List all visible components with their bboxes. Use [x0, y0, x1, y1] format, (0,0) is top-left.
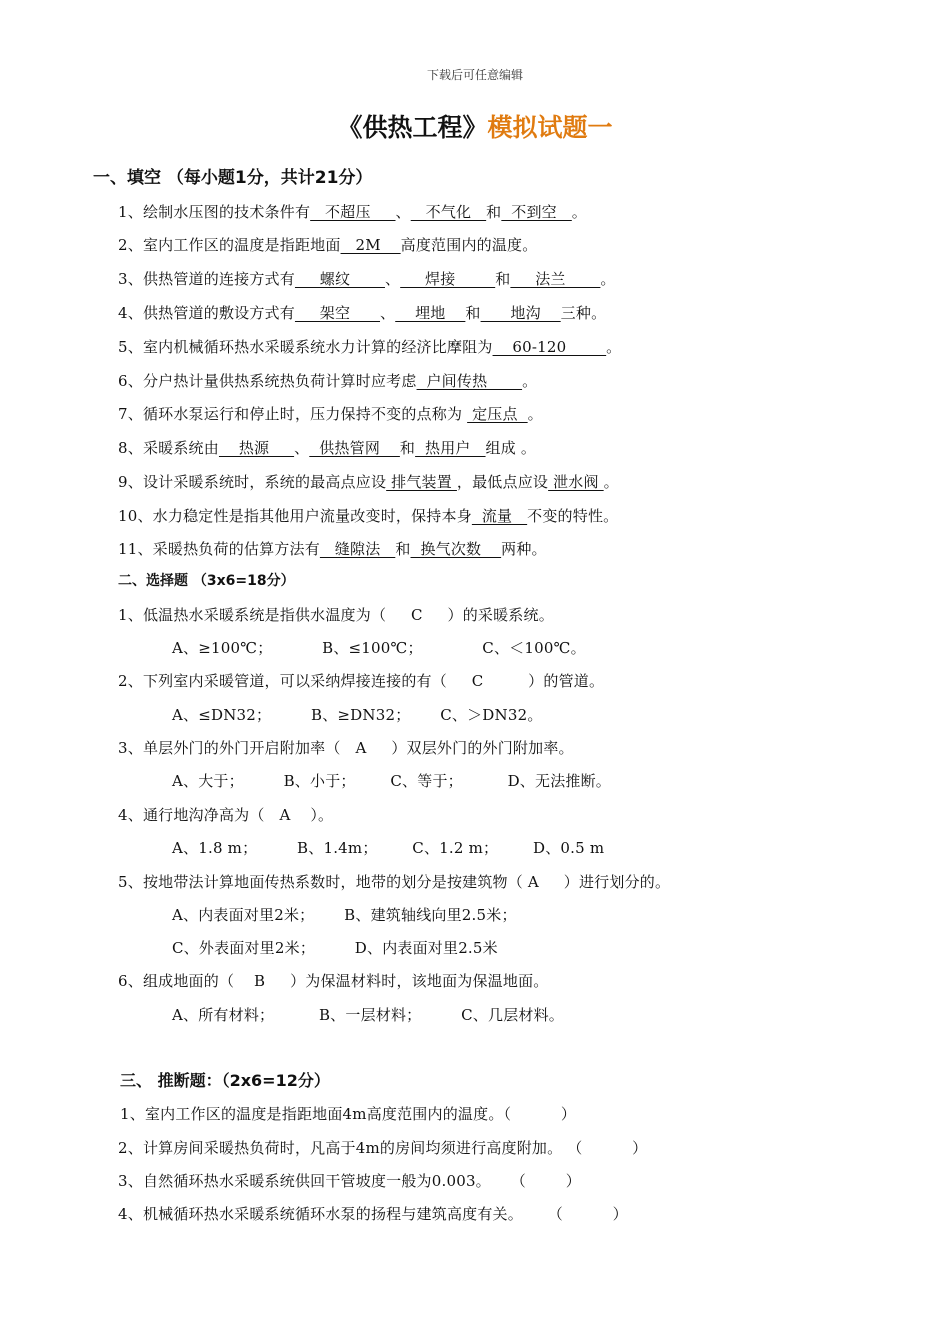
judge-question-2: 2、计算房间采暖热负荷时，凡高于4m的房间均须进行高度附加。 （ ）: [118, 1139, 648, 1157]
judge-question-1: 1、室内工作区的温度是指距地面4m高度范围内的温度。（ ）: [120, 1105, 577, 1123]
fill-question-1: 1、绘制水压图的技术条件有 不超压 、 不气化 和 不到空 。: [118, 203, 587, 221]
title-part2: 模拟试题一: [487, 113, 613, 142]
fill-question-5: 5、室内机械循环热水采暖系统水力计算的经济比摩阻为 60-120 。: [118, 338, 622, 356]
header-note: 下载后可任意编辑: [426, 68, 523, 82]
fill-question-9: 9、设计采暖系统时，系统的最高点应设 排气装置 ，最低点应设 泄水阀 。: [118, 473, 619, 491]
choice-options-6: A、所有材料； B、一层材料； C、几层材料。: [172, 1006, 564, 1024]
choice-options-3: A、大于； B、小于； C、等于； D、无法推断。: [172, 772, 611, 790]
judge-question-4: 4、机械循环热水采暖系统循环水泵的扬程与建筑高度有关。 （ ）: [118, 1205, 628, 1223]
choice-options-2: A、≤DN32； B、≥DN32； C、＞DN32。: [172, 706, 543, 724]
fill-question-4: 4、供热管道的敷设方式有 架空 、 埋地 和 地沟 三种。: [118, 304, 607, 322]
page-title: [0, 108, 950, 144]
choice-options-5a: A、内表面对里2米； B、建筑轴线向里2.5米；: [172, 906, 517, 924]
choice-question-5: 5、按地带法计算地面传热系数时，地带的划分是按建筑物（ A ）进行划分的。: [118, 873, 671, 891]
fill-question-11: 11、采暖热负荷的估算方法有 缝隙法 和 换气次数 两种。: [118, 540, 547, 558]
choice-options-5b: C、外表面对里2米； D、内表面对里2.5米: [172, 939, 498, 957]
judge-question-3: 3、自然循环热水采暖系统供回干管坡度一般为0.003。 （ ）: [118, 1172, 581, 1190]
section1-title: 一、填空 （每小题1分，共计21分）: [93, 168, 373, 188]
section2-title: 二、选择题 （3x6=18分）: [118, 573, 295, 589]
choice-options-4: A、1.8 m； B、1.4m； C、1.2 m； D、0.5 m: [172, 839, 605, 857]
choice-question-6: 6、组成地面的（ B ）为保温材料时，该地面为保温地面。: [118, 972, 549, 990]
fill-question-6: 6、分户热计量供热系统热负荷计算时应考虑 户间传热 。: [118, 372, 538, 390]
choice-question-3: 3、单层外门的外门开启附加率（ A ）双层外门的外门附加率。: [118, 739, 574, 757]
choice-options-1: A、≥100℃； B、≤100℃； C、＜100℃。: [172, 639, 586, 657]
fill-question-7: 7、循环水泵运行和停止时，压力保持不变的点称为 定压点 。: [118, 405, 543, 423]
title-part1: 《供热工程》: [337, 113, 488, 142]
choice-question-4: 4、通行地沟净高为（ A ）。: [118, 806, 334, 824]
section3-title: 三、 推断题：（2x6=12分）: [120, 1071, 330, 1090]
choice-question-2: 2、下列室内采暖管道，可以采纳焊接连接的有（ C ）的管道。: [118, 672, 605, 690]
fill-question-3: 3、供热管道的连接方式有 螺纹 、 焊接 和 法兰 。: [118, 270, 616, 288]
fill-question-10: 10、水力稳定性是指其他用户流量改变时，保持本身 流量 不变的特性。: [118, 507, 619, 525]
choice-question-1: 1、低温热水采暖系统是指供水温度为（ C ）的采暖系统。: [118, 606, 554, 624]
fill-question-8: 8、采暖系统由 热源 、 供热管网 和 热用户 组成 。: [118, 439, 537, 457]
fill-question-2: 2、室内工作区的温度是指距地面 2M 高度范围内的温度。: [118, 236, 538, 254]
